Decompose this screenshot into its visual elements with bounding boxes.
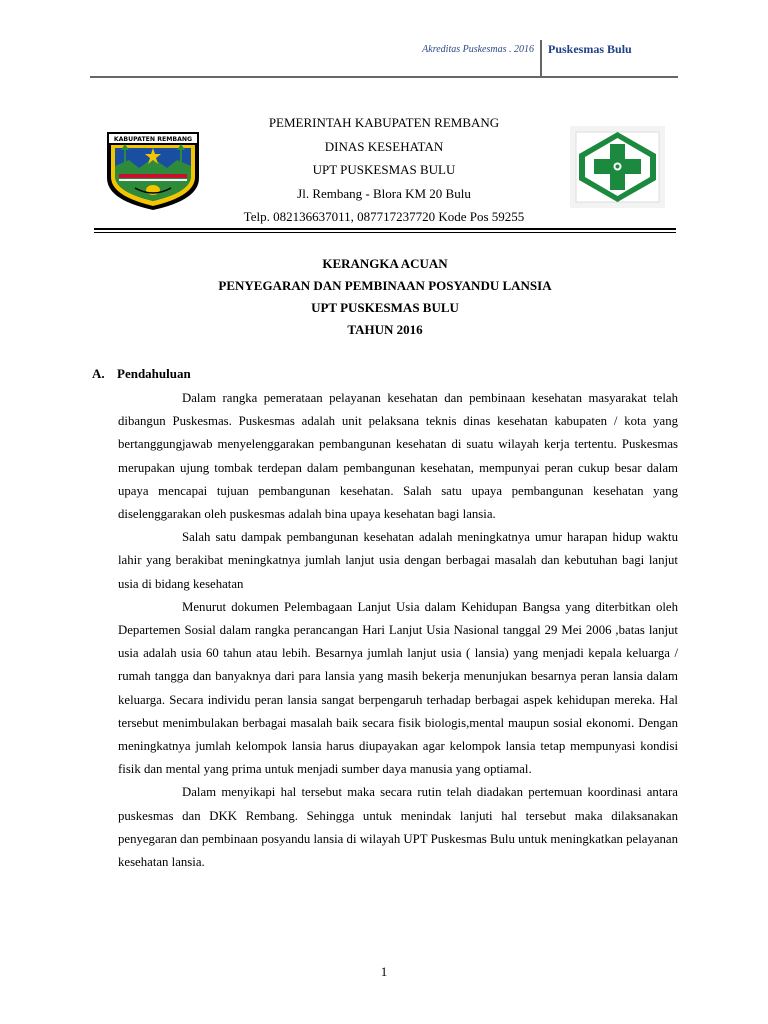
crest-banner-text: KABUPATEN REMBANG bbox=[113, 136, 193, 143]
paragraph: Dalam rangka pemerataan pelayanan kesehatan dan pembinaan kesehatan masyarakat telah dibangun Puskesmas. Puskesmas adalah unit pelaksana teknis dinas kesehatan kabupaten / kota yang bertanggungjawab menyelenggarakan pembangunan kesehatan di suatu wilayah kerja tertentu. Puskesmas merupakan ujung tombak terdepan dalam pembangunan kesehatan, mempunyai peran cukup besar dalam upaya mencapai tujuan pembangunan kesehatan. Salah satu upaya pembangunan kesehatan yang diselenggarakan oleh puskesmas adalah bina upaya kesehatan bagi lansia. bbox=[118, 391, 678, 522]
paragraph: Dalam menyikapi hal tersebut maka secara rutin telah diadakan pertemuan koordinasi antara puskesmas dan DKK Rembang. Sehingga untuk menindak lanjuti hal tersebut maka dilaksanakan penyegaran dan pembinaan posyandu lansia di wilayah UPT Puskesmas Bulu untuk meningkatkan pelayanan kesehatan lansia. bbox=[118, 785, 678, 870]
section-number: A. bbox=[92, 366, 105, 381]
running-header-accreditation: Akreditas Puskesmas . 2016 bbox=[422, 44, 534, 55]
letterhead-address: Jl. Rembang - Blora KM 20 Bulu bbox=[297, 185, 471, 201]
letterhead bbox=[210, 111, 558, 229]
section-body bbox=[118, 387, 678, 874]
title-line-4: TAHUN 2016 bbox=[347, 322, 423, 337]
document-title bbox=[94, 253, 676, 341]
kabupaten-rembang-crest-logo bbox=[105, 130, 201, 212]
letterhead-government: PEMERINTAH KABUPATEN REMBANG bbox=[268, 115, 500, 130]
puskesmas-logo bbox=[570, 126, 665, 208]
paragraph: Menurut dokumen Pelembagaan Lanjut Usia dalam Kehidupan Bangsa yang diterbitkan oleh Departemen Sosial dalam rangka perancangan Hari Lanjut Usia Nasional tanggal 29 Mei 2006 ,batas lanjut usia adalah usia 60 tahun atau lebih. Besarnya jumlah lanjut usia ( lansia) yang menjadi kepala keluarga / rumah tangga dan banyaknya dari para lansia yang masih bekerja menunjukan besarnya peran lansia dalam keluarga. Secara individu peran lansia sangat berpengaruh terhadap berbagai aspek kehidupan mereka. Hal tersebut menimbulakan berbagai masalah baik secara fisik biologis,mental maupun sosial ekonomi. Dengan meningkatnya jumlah kelompok lansia harus diupayakan agar kelompok lansia tetap mempunyasi kondisi fisik dan mental yang prima untuk menjadi sumber daya manusia yang optiamal. bbox=[118, 599, 678, 777]
letterhead-rule-thin bbox=[94, 232, 676, 233]
section-title: Pendahuluan bbox=[117, 366, 191, 381]
page-number: 1 bbox=[380, 964, 388, 979]
letterhead-rule-thick bbox=[94, 228, 676, 230]
title-line-3: UPT PUSKESMAS BULU bbox=[311, 300, 459, 315]
letterhead-contact: Telp. 082136637011, 087717237720 Kode Pos 59255 bbox=[243, 209, 525, 224]
running-header-puskesmas: Puskesmas Bulu bbox=[548, 42, 632, 56]
title-line-2: PENYEGARAN DAN PEMBINAAN POSYANDU LANSIA bbox=[218, 278, 552, 293]
running-header-divider bbox=[540, 40, 542, 76]
letterhead-department: DINAS KESEHATAN bbox=[324, 138, 444, 154]
letterhead-unit: UPT PUSKESMAS BULU bbox=[312, 162, 456, 177]
running-header bbox=[90, 40, 678, 78]
title-line-1: KERANGKA ACUAN bbox=[322, 256, 448, 271]
section-heading bbox=[92, 366, 191, 382]
paragraph: Salah satu dampak pembangunan kesehatan adalah meningkatnya umur harapan hidup waktu lahir yang berakibat meningkatnya jumlah lanjut usia dengan berbagai masalah dan kebutuhan bagi lanjut usia di bidang kesehatan bbox=[118, 530, 678, 591]
